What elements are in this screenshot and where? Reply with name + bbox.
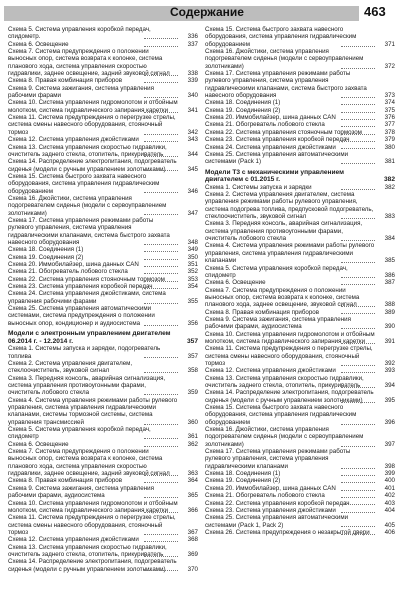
toc-entry [205,316,395,331]
toc-entry-page: 364 [187,477,198,485]
toc-entry-page: 400 [384,477,395,485]
toc-entry [205,500,395,507]
toc-entry-title: Схема 16. Джойстики, система управления подогревателем сиденья (модели с сервоуправлением золотниками) [205,426,364,448]
toc-entry-title: Схема 12. Система управления джойстиками [8,136,139,144]
toc-entry [205,265,395,280]
toc-entry-page: 384 [384,235,395,243]
toc-entry-page: 397 [384,440,395,448]
toc-entry-page: 374 [384,99,395,107]
toc-entry [8,217,198,246]
toc-entry-page: 396 [384,418,395,426]
toc-entry-title: Схема 25. Система управления автоматическими системами (Pack 1, Pack 2) [205,514,349,529]
toc-entry [8,144,198,159]
toc-entry-title: Схема 18. Соединения (1) [205,99,281,107]
toc-entry-title: Схема 12. Система управления джойстиками [8,536,139,544]
toc-entry [205,345,395,367]
toc-entry-page: 359 [187,389,198,397]
toc-entry-title: Схема 22. Система управления стояночным тормозом [8,275,165,283]
toc-entry-page: 402 [384,492,395,500]
toc-entry [8,448,198,477]
toc-entry [8,426,198,441]
toc-entry-page: 342 [187,128,198,136]
toc-entry-page: 376 [384,114,395,122]
toc-entry [8,26,198,41]
toc-entry-page: 349 [187,246,198,254]
toc-entry [205,507,395,514]
toc-entry-page: 392 [384,359,395,367]
toc-entry-title: Схема 17. Система управления режимами работы рулевого управления, система управления гидравлическими клапанами [205,448,351,470]
toc-entry-title: Схема 7. Система предупреждения о положении выносных опор, система возврата к колонке, система планового хода, система управления скоростью гидравлики, заднее освещение, задний звуковой сигнал [8,48,170,78]
toc-entry-title: Схема 8. Правая комбинация приборов [205,308,320,316]
toc-entry [205,151,395,166]
toc-entry-title: Схема 7. Система предупреждения о положении выносных опор, система возврата к колонке, система планового хода, заднее освещение, звуковой сигнал [205,286,360,309]
toc-entry [8,41,198,48]
toc-entry [205,26,395,48]
toc-entry [8,48,198,77]
toc-entry [205,448,395,470]
toc-entry-page: 339 [187,77,198,85]
toc-entry [205,389,395,404]
toc-entry [8,514,198,536]
toc-entry-title: Схема 23. Система управления коробкой передач [205,136,350,144]
toc-entry [205,477,395,484]
toc-entry [8,345,198,360]
toc-entry-page: 358 [187,367,198,375]
toc-entry [8,276,198,283]
toc-entry-title: Схема 10. Система управления гидромолотом и отбойным молотком, система гидравлического запирания каретки [8,499,178,514]
toc-entry-page: 366 [187,506,198,514]
toc-entry [205,220,395,242]
toc-entry-page: 345 [187,165,198,173]
toc-entry-title: Схема 5. Система управления коробкой передач, спидометр [8,426,151,441]
toc-entry-title: Схема 9. Система зажигания, система управления рабочими фарами, аудиосистема [205,315,351,331]
toc-entry-title: Схема 12. Система управления джойстиками [205,367,336,375]
toc-entry-title: Схема 2. Система управления двигателем, стеклоочиститель, звуковой сигнал [8,359,133,375]
toc-entry-title: Схема 13. Система управления скоростью гидравлики, очиститель заднего стекла, отопитель, прикуриватель [8,143,167,158]
toc-entry [8,500,198,515]
toc-entry-title: Схема 19. Соединения (2) [205,106,281,114]
toc-entry-title: Схема 9. Система зажигания, система управления рабочими фарами, аудиосистема [8,484,154,500]
toc-entry-page: 385 [384,257,395,265]
toc-entry-title: Схема 21. Обогреватель лобового стекла [8,268,128,276]
toc-entry-title: Схема 5. Система управления коробкой передач, спидометр. [8,26,151,41]
toc-entry [205,367,395,374]
toc-entry-title: Модели Т3 с механическими управлением двигателем с 01.2015 г. [205,168,344,184]
toc-entry-page: 393 [384,367,395,375]
toc-entry [205,99,395,106]
toc-column-right [205,26,395,586]
toc-entry-page: 356 [187,319,198,327]
toc-entry-title: Схема 23. Система управления джойстиками [205,506,336,514]
toc-entry-title: Схема 3. Передняя консоль, аварийная сигнализация, система управления противоугонными фарами, очиститель лобового стекла [205,220,363,243]
toc-entry-title: Схема 11. Система предупреждения о перегрузке стрелы, система смены навесного оборудования, стояночный тормоз [205,345,373,367]
toc-entry-page: 394 [384,382,395,389]
toc-entry-title: Схема 8. Правая комбинация приборов [8,477,123,485]
toc-entry-page: 383 [384,213,395,221]
toc-entry-title: Схема 15. Система быстрого захвата навесного оборудования, система управления гидравлическим оборудованием [205,26,357,48]
toc-section-heading [205,169,395,184]
toc-entry [205,136,395,143]
toc-entry-page: 346 [187,187,198,195]
toc-entry-page: 365 [187,492,198,500]
toc-entry-page: 357 [186,337,198,345]
toc-entry [8,375,198,397]
toc-entry [205,309,395,316]
toc-entry-title: Схема 25. Система управления автоматическими системами (Pack 1) [205,150,349,166]
toc-entry [205,48,395,70]
toc-entry [205,492,395,499]
toc-entry-page: 377 [384,121,395,129]
toc-entry-title: Схема 24. Система управления джойстиками [205,143,336,151]
toc-entry-title: Схема 17. Система управления режимами работы рулевого управления, система управления гидравлическими клапанами, система быстрого захвата навесного оборудования [205,70,367,100]
toc-entry-page: 354 [187,283,198,291]
toc-entry-page: 390 [384,323,395,331]
toc-section-heading [8,330,198,345]
toc-entry [205,404,395,426]
toc-entry [205,375,395,390]
toc-entry-page: 388 [384,301,395,309]
toc-entry-title: Схема 16. Джойстики, система управления подогревателем сиденья (модели с сервоуправлением золотниками) [205,48,364,70]
toc-entry [205,426,395,448]
toc-entry-page: 348 [187,238,198,246]
toc-entry-title: Схема 6. Освещение [8,440,69,448]
toc-entry-page: 389 [384,308,395,316]
toc-entry-page: 336 [187,33,198,41]
toc-entry-title: Схема 24. Система управления джойстиками, система управления рабочими фарами [8,290,166,305]
toc-entry-title: Схема 13. Система управления скоростью гидравлики, очиститель заднего стекла, отопитель, прикуриватель [8,543,167,558]
toc-entry-title: Схема 14. Распределение электропитания, подогреватель сиденья (модели с ручным управлением золотниками) [205,389,374,404]
toc-entry-page: 401 [384,484,395,492]
toc-entry [8,397,198,426]
toc-entry [205,121,395,128]
toc-entry-title: Схема 18. Соединения (1) [8,246,84,254]
toc-entry [8,77,198,84]
toc-entry [205,191,395,220]
toc-entry [205,144,395,151]
toc-entry-page: 370 [187,565,198,573]
toc-entry-title: Схема 23. Система управления коробкой передач [8,283,153,291]
toc-entry-title: Схема 7. Система предупреждения о положении выносных опор, система возврата к колонке, система планового хода, система управления скоростью гидравлики, заднее освещение, задний звуковой сигнал [8,448,170,478]
toc-entry-page: 352 [187,268,198,276]
toc-entry [8,114,198,136]
toc-entry [8,158,198,173]
toc-entry-title: Схема 2. Система управления двигателем, система управления режимами работы рулевого управления, система подогрева топлива, предпусковой подогреватель, стеклоочиститель, звуковой сигнал [205,191,374,221]
toc-entry-page: 387 [384,279,395,287]
toc-entry-title: Схема 16. Джойстики, система управления подогревателем сиденья (модели с сервоуправлением золотниками) [8,194,167,217]
toc-entry-title: Схема 11. Система предупреждения о перегрузке стрелы, система смены навесного оборудования, стояночный тормоз [8,114,176,136]
toc-entry [205,242,395,264]
toc-entry [8,477,198,484]
toc-entry-title: Схема 19. Соединения (2) [8,253,84,261]
toc-entry-title: Схема 6. Освещение [8,40,69,48]
toc-entry-title: Схема 15. Система быстрого захвата навесного оборудования, система управления гидравлическим оборудованием [8,172,160,195]
toc-entry [8,246,198,253]
toc-entry [205,529,395,536]
toc-entry [205,114,395,121]
toc-entry-page: 341 [187,106,198,114]
toc-entry-page: 337 [187,40,198,48]
toc-entry [8,558,198,573]
toc-entry [8,544,198,559]
toc-entry-page: 353 [187,275,198,283]
toc-entry-page: 391 [384,337,395,345]
toc-entry-title: Схема 21. Обогреватель лобового стекла [205,121,325,129]
toc-entry-page: 361 [187,433,198,441]
toc-entry-page: 379 [384,136,395,144]
toc-entry-page: 367 [187,528,198,536]
toc-entry-page: 344 [187,150,198,158]
toc-entry-title: Схема 19. Соединения (2) [205,477,281,485]
toc-entry [8,195,198,217]
toc-entry [8,536,198,543]
toc-entry-title: Схема 25. Система управления автоматическими системами, система предупреждения о положении выносных опор, кондиционер и аудиосистема [8,305,155,327]
toc-entry-page: 395 [384,396,395,404]
toc-entry-page: 378 [384,128,395,136]
toc-entry-page: 386 [384,271,395,279]
toc-entry [8,261,198,268]
toc-entry-page: 360 [187,418,198,426]
toc-entry-title: Схема 26. Система предупреждения о незакрытой двери [205,528,370,536]
toc-entry [8,99,198,114]
toc-entry-title: Схема 11. Система предупреждения о перегрузке стрелы, система смены навесного оборудования, стояночный тормоз [8,514,176,536]
toc-entry-title: Схема 22. Система управления коробкой передач [205,499,350,507]
toc-entry-page: 372 [384,62,395,70]
toc-entry-title: Модели с электронным управлением двигателем 06.2014 г. - 12.2014 г. [8,330,171,345]
toc-entry-title: Схема 18. Соединения (1) [205,470,281,478]
toc-entry-page: 381 [384,158,395,166]
toc-entry-title: Схема 5. Система управления коробкой передач, спидометр [205,264,348,279]
toc-entry [205,129,395,136]
toc-entry-page: 362 [187,440,198,448]
toc-entry-title: Схема 10. Система управления гидромолотом и отбойным молотком, система гидравлического запирания каретки [8,99,178,114]
toc-entry-title: Схема 1. Системы запуска и зарядки [205,183,312,191]
page-title: Содержание [170,5,244,19]
toc-entry [205,287,395,309]
toc-entry [205,279,395,286]
toc-entry-page: 405 [384,521,395,529]
toc-entry-page: 343 [187,136,198,144]
toc-entry [8,305,198,327]
toc-entry [205,107,395,114]
toc-entry [8,254,198,261]
toc-entry-page: 355 [187,297,198,305]
toc-entry [8,85,198,100]
toc-entry-title: Схема 6. Освещение [205,279,266,287]
toc-entry-title: Схема 10. Система управления гидромолотом и отбойным молотком, система гидравлического запирания каретки [205,330,375,345]
toc-entry [8,360,198,375]
toc-entry-page: 340 [187,92,198,100]
toc-entry [8,290,198,305]
toc-entry-page: 373 [384,92,395,100]
toc-entry [8,173,198,195]
toc-entry-title: Схема 20. Иммобилайзер, шина данных CAN [205,114,336,122]
toc-column-left [8,26,198,586]
toc-entry [205,485,395,492]
toc-entry-title: Схема 20. Иммобилайзер, шина данных CAN [8,261,139,268]
toc-entry-page: 380 [384,143,395,151]
toc-entry-page: 371 [384,40,395,48]
toc-entry-page: 363 [187,470,198,478]
toc-entry-page: 375 [384,106,395,114]
toc-entry-title: Схема 20. Иммобилайзер, шина данных CAN [205,484,336,492]
toc-entry-page: 357 [187,352,198,360]
toc-entry-page: 382 [384,183,395,191]
toc-entry [8,268,198,275]
toc-entry [205,514,395,529]
toc-entry [8,441,198,448]
toc-entry-page: 347 [187,209,198,217]
toc-entry-page: 368 [187,536,198,544]
toc-entry-page: 406 [384,528,395,536]
toc-entry-title: Схема 4. Система управления режимами работы рулевого управления, система управления гидравлическими клапанами [205,242,375,265]
toc-entry [205,70,395,99]
toc-entry-page: 351 [187,261,198,268]
toc-entry-page: 403 [384,499,395,507]
toc-entry-title: Схема 3. Передняя консоль, аварийная сигнализация, система управления противоугонными фарами, очиститель лобового стекла [8,374,166,397]
toc-entry-title: Схема 9. Система зажигания, система управления рабочими фарами [8,84,154,100]
toc-entry-page: 404 [384,506,395,514]
toc-entry-page: 338 [187,70,198,78]
toc-entry-title: Схема 22. Система управления стояночным тормозом [205,128,362,136]
toc-entry [205,184,395,191]
toc-entry-title: Схема 8. Правая комбинация приборов [8,77,123,85]
toc-entry [8,485,198,500]
toc-entry-title: Схема 1. Системы запуска и зарядки, подогреватель топлива [8,345,161,360]
toc-entry-title: Схема 15. Система быстрого захвата навесного оборудования, система управления гидравлическим оборудованием [205,404,357,426]
page-header [0,0,401,27]
toc-entry-title: Схема 13. Система управления скоростью гидравлики, очиститель заднего стекла, отопитель, прикуриватель [205,374,364,389]
toc-entry-page: 398 [384,462,395,470]
toc-entry-page: 382 [383,176,395,184]
toc-entry [8,136,198,143]
toc-entry [205,331,395,346]
page-number: 463 [364,4,386,19]
toc-entry-title: Схема 21. Обогреватель лобового стекла [205,492,325,500]
toc-entry [205,470,395,477]
toc-entry-title: Схема 4. Система управления режимами работы рулевого управления, система управления гидравлическими клапанами, системы тормозной системы, система управления трансмиссией [8,396,178,426]
toc-entry-page: 369 [187,550,198,558]
toc-entry-title: Схема 17. Система управления режимами работы рулевого управления, система управления гидравлическими клапанами, система быстрого захвата навесного оборудования [8,216,170,246]
toc-entry-title: Схема 14. Распределение электропитания, подогреватель сиденья (модели с ручным управлением золотниками) [8,558,177,573]
toc-entry-title: Схема 14. Распределение электропитания, подогреватель сиденья (модели с ручным управлением золотниками) [8,158,177,173]
toc-entry-page: 350 [187,253,198,261]
toc-entry [8,283,198,290]
toc-entry-page: 399 [384,470,395,478]
